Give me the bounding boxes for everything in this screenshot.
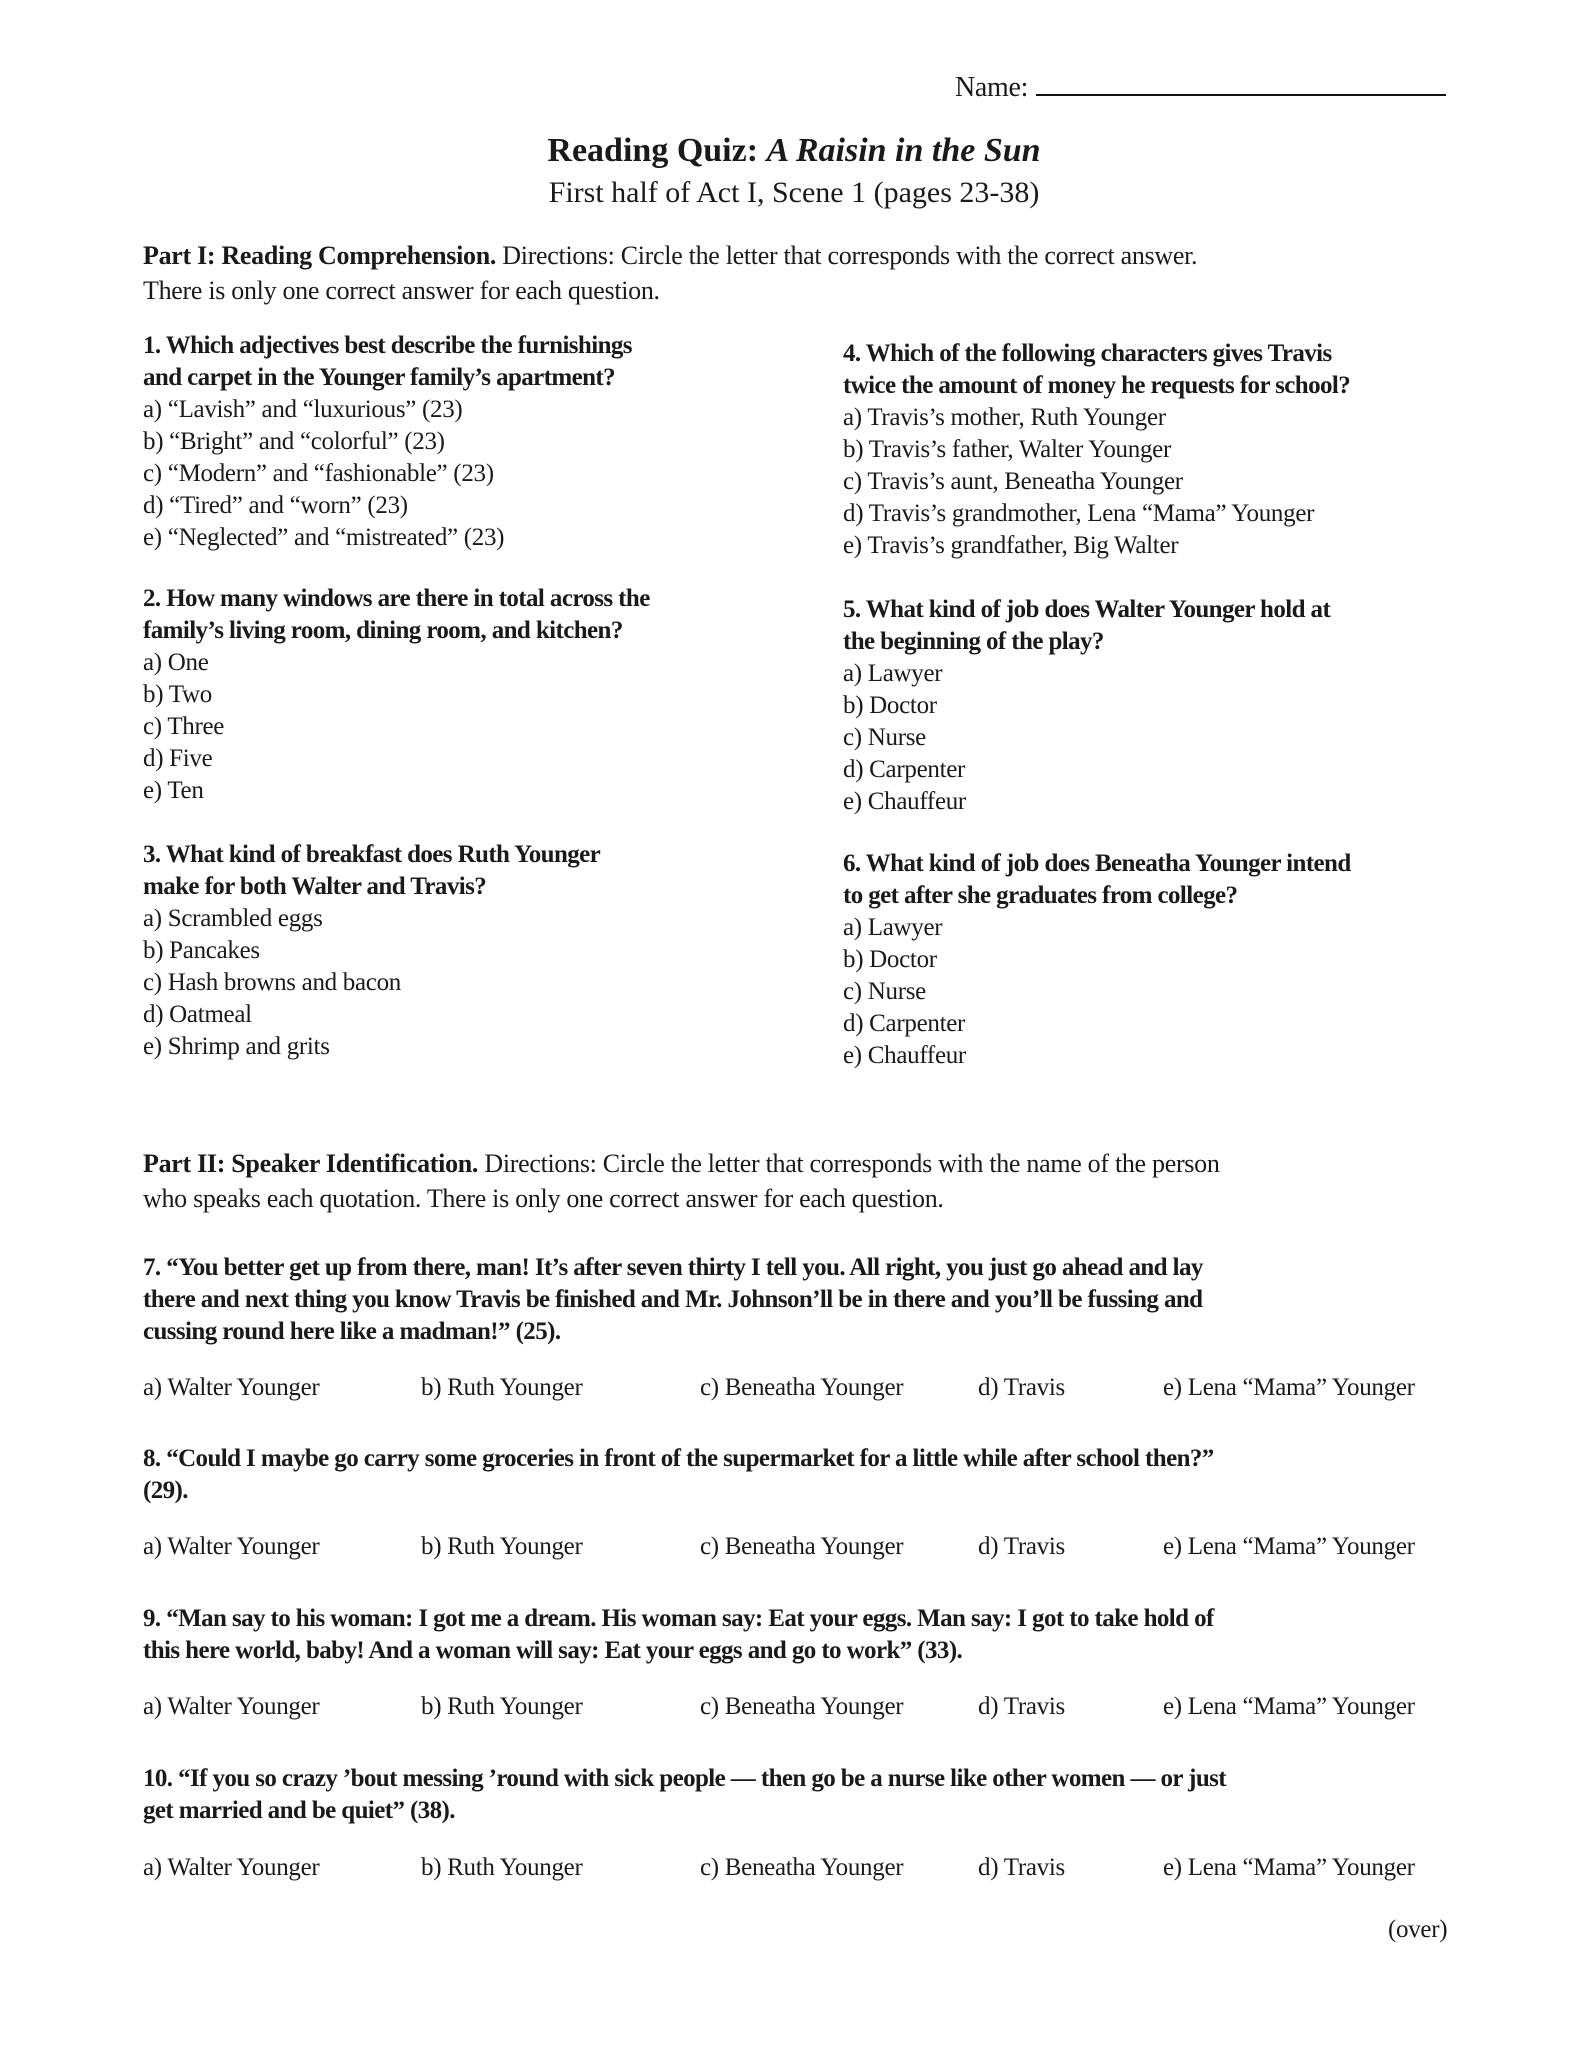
quotation-text: get married and be quiet” (38).: [143, 1797, 455, 1824]
name-blank-line[interactable]: [1036, 68, 1446, 96]
answer-option[interactable]: c) Nurse: [843, 978, 926, 1005]
name-label: Name:: [955, 72, 1029, 103]
question-8: [143, 1443, 1214, 1507]
answer-option[interactable]: c) Travis’s aunt, Beneatha Younger: [843, 468, 1183, 495]
page-title: [0, 132, 1588, 170]
answer-option[interactable]: a) Travis’s mother, Ruth Younger: [843, 404, 1166, 431]
question-7: [143, 1252, 1203, 1348]
speaker-option[interactable]: d) Travis: [978, 1374, 1065, 1401]
page-subtitle: First half of Act I, Scene 1 (pages 23-38): [548, 176, 1040, 209]
answer-option[interactable]: c) Three: [143, 713, 225, 740]
quotation-text: 8. “Could I maybe go carry some groceries in front of the supermarket for a little while after school then?”: [143, 1445, 1214, 1472]
quotation-text: 10. “If you so crazy ’bout messing ’round with sick people — then go be a nurse like other women — or just: [143, 1765, 1226, 1792]
answer-option[interactable]: d) Oatmeal: [143, 1001, 252, 1028]
quotation-text: 9. “Man say to his woman: I got me a dream. His woman say: Eat your eggs. Man say: I got to take hold of: [143, 1605, 1214, 1632]
speaker-option[interactable]: a) Walter Younger: [143, 1374, 320, 1401]
speaker-option[interactable]: d) Travis: [978, 1854, 1065, 1881]
question-text: the beginning of the play?: [843, 628, 1104, 655]
part2-directions: [143, 1146, 1220, 1216]
name-field[interactable]: [955, 68, 1446, 104]
answer-option[interactable]: e) Travis’s grandfather, Big Walter: [843, 532, 1179, 559]
part2-dir-1: Directions: Circle the letter that corresponds with the name of the person: [478, 1149, 1220, 1178]
question-text: 5. What kind of job does Walter Younger hold at: [843, 596, 1331, 623]
answer-option[interactable]: e) Ten: [143, 777, 204, 804]
speaker-option[interactable]: d) Travis: [978, 1533, 1065, 1560]
question-3: [143, 839, 600, 1063]
question-10: [143, 1763, 1226, 1827]
answer-option[interactable]: b) “Bright” and “colorful” (23): [143, 428, 445, 455]
question-text: and carpet in the Younger family’s apartment?: [143, 364, 616, 391]
answer-option[interactable]: b) Two: [143, 681, 212, 708]
speaker-option[interactable]: c) Beneatha Younger: [700, 1533, 904, 1560]
question-text: to get after she graduates from college?: [843, 882, 1238, 909]
answer-option[interactable]: b) Doctor: [843, 946, 937, 973]
answer-option[interactable]: a) Lawyer: [843, 660, 943, 687]
speaker-option[interactable]: b) Ruth Younger: [421, 1533, 583, 1560]
quotation-text: (29).: [143, 1477, 188, 1504]
question-text: 3. What kind of breakfast does Ruth Younger: [143, 841, 601, 868]
question-9: [143, 1603, 1214, 1667]
speaker-option[interactable]: a) Walter Younger: [143, 1693, 320, 1720]
question-1: [143, 330, 632, 554]
answer-option[interactable]: b) Doctor: [843, 692, 937, 719]
quotation-text: cussing round here like a madman!” (25).: [143, 1318, 561, 1345]
answer-option[interactable]: e) “Neglected” and “mistreated” (23): [143, 524, 505, 551]
quotation-text: 7. “You better get up from there, man! It’s after seven thirty I tell you. All right, you just go ahead and lay: [143, 1254, 1203, 1281]
speaker-option[interactable]: c) Beneatha Younger: [700, 1693, 904, 1720]
title-book: A Raisin in the Sun: [766, 132, 1041, 169]
answer-option[interactable]: d) “Tired” and “worn” (23): [143, 492, 408, 519]
question-2: [143, 583, 650, 807]
question-text: 2. How many windows are there in total across the: [143, 585, 650, 612]
speaker-option[interactable]: c) Beneatha Younger: [700, 1854, 904, 1881]
answer-option[interactable]: b) Travis’s father, Walter Younger: [843, 436, 1171, 463]
over-note: (over): [1388, 1916, 1448, 1943]
speaker-option[interactable]: a) Walter Younger: [143, 1533, 320, 1560]
speaker-option[interactable]: e) Lena “Mama” Younger: [1163, 1533, 1415, 1560]
answer-option[interactable]: c) Nurse: [843, 724, 926, 751]
part1-dir-1: Directions: Circle the letter that corresponds with the correct answer.: [496, 241, 1198, 270]
question-text: 1. Which adjectives best describe the furnishings: [143, 332, 632, 359]
answer-option[interactable]: a) One: [143, 649, 209, 676]
answer-option[interactable]: b) Pancakes: [143, 937, 260, 964]
speaker-option[interactable]: e) Lena “Mama” Younger: [1163, 1854, 1415, 1881]
part1-directions: [143, 238, 1197, 308]
question-text: twice the amount of money he requests for school?: [843, 372, 1351, 399]
speaker-option[interactable]: b) Ruth Younger: [421, 1374, 583, 1401]
answer-option[interactable]: a) “Lavish” and “luxurious” (23): [143, 396, 463, 423]
answer-option[interactable]: c) “Modern” and “fashionable” (23): [143, 460, 494, 487]
speaker-option[interactable]: a) Walter Younger: [143, 1854, 320, 1881]
answer-option[interactable]: d) Carpenter: [843, 1010, 966, 1037]
part2-heading: Part II: Speaker Identification.: [143, 1149, 479, 1178]
answer-option[interactable]: a) Scrambled eggs: [143, 905, 323, 932]
speaker-option[interactable]: e) Lena “Mama” Younger: [1163, 1693, 1415, 1720]
answer-option[interactable]: a) Lawyer: [843, 914, 943, 941]
question-text: 6. What kind of job does Beneatha Younger intend: [843, 850, 1351, 877]
speaker-option[interactable]: c) Beneatha Younger: [700, 1374, 904, 1401]
quotation-text: there and next thing you know Travis be finished and Mr. Johnson’ll be in there and you’ll be fussing and: [143, 1286, 1203, 1313]
speaker-option[interactable]: b) Ruth Younger: [421, 1854, 583, 1881]
answer-option[interactable]: d) Travis’s grandmother, Lena “Mama” Younger: [843, 500, 1315, 527]
answer-option[interactable]: d) Carpenter: [843, 756, 966, 783]
answer-option[interactable]: e) Shrimp and grits: [143, 1033, 330, 1060]
question-text: family’s living room, dining room, and kitchen?: [143, 617, 623, 644]
question-5: [843, 594, 1330, 818]
speaker-option[interactable]: d) Travis: [978, 1693, 1065, 1720]
question-4: [843, 338, 1350, 562]
question-6: [843, 848, 1351, 1072]
part1-heading: Part I: Reading Comprehension.: [143, 241, 497, 270]
question-text: make for both Walter and Travis?: [143, 873, 487, 900]
speaker-option[interactable]: e) Lena “Mama” Younger: [1163, 1374, 1415, 1401]
quotation-text: this here world, baby! And a woman will say: Eat your eggs and go to work” (33).: [143, 1637, 963, 1664]
answer-option[interactable]: e) Chauffeur: [843, 1042, 966, 1069]
speaker-option[interactable]: b) Ruth Younger: [421, 1693, 583, 1720]
part1-dir-2: There is only one correct answer for each question.: [143, 276, 660, 305]
answer-option[interactable]: e) Chauffeur: [843, 788, 966, 815]
question-text: 4. Which of the following characters gives Travis: [843, 340, 1332, 367]
answer-option[interactable]: c) Hash browns and bacon: [143, 969, 401, 996]
part2-dir-2: who speaks each quotation. There is only one correct answer for each question.: [143, 1184, 944, 1213]
title-text: Reading Quiz:: [547, 132, 767, 169]
answer-option[interactable]: d) Five: [143, 745, 213, 772]
